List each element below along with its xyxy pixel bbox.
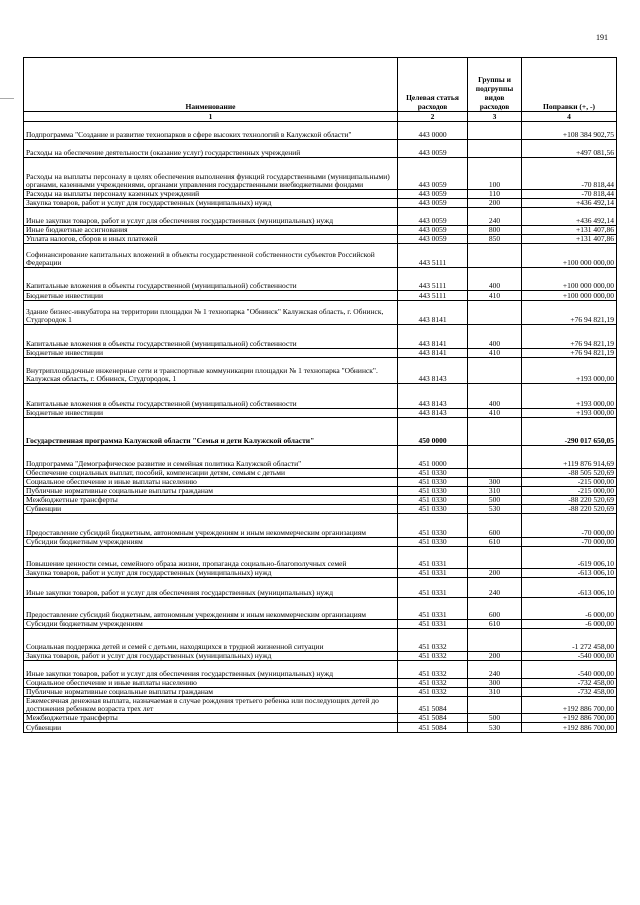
row-group-cell: 610 <box>468 537 522 546</box>
row-amount-cell: +436 492,14 <box>522 208 617 226</box>
row-group-cell: 400 <box>468 325 522 349</box>
row-amount-cell: +192 886 700,00 <box>522 696 617 713</box>
row-group-cell: 800 <box>468 226 522 235</box>
row-amount-cell: -70 818,44 <box>522 190 617 199</box>
row-group-cell <box>468 244 522 268</box>
header-groups: Группы и подгруппы видов расходов <box>468 58 522 112</box>
row-name-cell: Повышение ценности семьи, семейного образа жизни, пропаганда социально-благополучных семей <box>24 546 398 568</box>
row-code-cell: 443 0059 <box>398 190 468 199</box>
row-code-cell: 443 0059 <box>398 226 468 235</box>
row-name-cell: Капитальные вложения в объекты государственной (муниципальной) собственности <box>24 325 398 349</box>
row-name-cell: Ежемесячная денежная выплата, назначаемая в случае рождения третьего ребенка или последующих детей до достижения ребенком возраста трех лет <box>24 696 398 713</box>
row-amount-cell: +100 000 000,00 <box>522 268 617 291</box>
row-name-cell: Софинансирование капитальных вложений в объекты государственной собственности субъектов Российской Федерации <box>24 244 398 268</box>
row-name-cell: Бюджетные инвестиции <box>24 409 398 418</box>
row-group-cell: 400 <box>468 384 522 409</box>
row-name-cell: Капитальные вложения в объекты государственной (муниципальной) собственности <box>24 384 398 409</box>
row-amount-cell: -88 220 520,69 <box>522 495 617 504</box>
row-name-cell: Расходы на выплаты персоналу казенных учреждений <box>24 190 398 199</box>
table-row <box>24 358 617 384</box>
row-amount-cell: +119 876 914,69 <box>522 445 617 468</box>
row-amount-cell: +131 407,86 <box>522 235 617 244</box>
column-number: 2 <box>398 112 468 122</box>
table-row <box>24 495 617 504</box>
row-code-cell: 451 0332 <box>398 687 468 696</box>
table-row <box>24 268 617 291</box>
row-name-cell: Внутриплощадочные инженерные сети и транспортные коммуникации площадки № 1 технопарка "Обнинск". Калужская область, г. Обнинск, Студгородок, 1 <box>24 358 398 384</box>
row-group-cell: 310 <box>468 486 522 495</box>
row-name-cell: Государственная программа Калужской области "Семья и дети Калужской области" <box>24 417 398 445</box>
row-group-cell: 310 <box>468 687 522 696</box>
row-name-cell: Бюджетные инвестиции <box>24 349 398 358</box>
row-name-cell: Подпрограмма "Демографическое развитие и семейная политика Калужской области" <box>24 445 398 468</box>
table-row <box>24 235 617 244</box>
row-group-cell: 300 <box>468 678 522 687</box>
row-amount-cell: -290 017 650,05 <box>522 417 617 445</box>
row-name-cell: Иные закупки товаров, работ и услуг для обеспечения государственных (муниципальных) нужд <box>24 660 398 678</box>
row-amount-cell: -732 458,00 <box>522 678 617 687</box>
row-amount-cell: -540 000,00 <box>522 651 617 660</box>
row-amount-cell: -732 458,00 <box>522 687 617 696</box>
row-amount-cell: +76 94 821,19 <box>522 325 617 349</box>
row-name-cell: Субсидии бюджетным учреждениям <box>24 537 398 546</box>
row-amount-cell: +497 081,56 <box>522 140 617 158</box>
row-group-cell: 400 <box>468 268 522 291</box>
table-row <box>24 678 617 687</box>
row-amount-cell: +193 000,00 <box>522 409 617 418</box>
row-name-cell: Расходы на обеспечение деятельности (оказание услуг) государственных учреждений <box>24 140 398 158</box>
row-name-cell: Расходы на выплаты персоналу в целях обеспечения выполнения функций государственными (муниципальными) органами, казенными учреждениями, органами управления государственными внебюджетными фондами <box>24 158 398 190</box>
table-row <box>24 504 617 513</box>
row-code-cell: 451 0330 <box>398 495 468 504</box>
row-code-cell: 451 0330 <box>398 468 468 477</box>
row-code-cell: 443 0059 <box>398 208 468 226</box>
row-code-cell: 443 8141 <box>398 301 468 325</box>
row-code-cell: 451 0330 <box>398 486 468 495</box>
row-code-cell: 443 0059 <box>398 140 468 158</box>
scan-mark <box>0 98 14 99</box>
header-row <box>24 58 617 112</box>
table-row <box>24 158 617 190</box>
row-code-cell: 443 8143 <box>398 358 468 384</box>
row-amount-cell: -613 006,10 <box>522 568 617 577</box>
row-amount-cell: -88 220 520,69 <box>522 504 617 513</box>
row-group-cell <box>468 628 522 651</box>
row-name-cell: Закупка товаров, работ и услуг для государственных (муниципальных) нужд <box>24 568 398 577</box>
table-row <box>24 199 617 208</box>
row-group-cell <box>468 140 522 158</box>
row-code-cell: 451 5084 <box>398 713 468 722</box>
row-amount-cell: -540 000,00 <box>522 660 617 678</box>
row-group-cell: 240 <box>468 660 522 678</box>
row-name-cell: Капитальные вложения в объекты государственной (муниципальной) собственности <box>24 268 398 291</box>
row-group-cell <box>468 696 522 713</box>
row-code-cell: 451 0330 <box>398 537 468 546</box>
table-row <box>24 660 617 678</box>
row-code-cell: 443 5111 <box>398 291 468 301</box>
row-code-cell: 443 8143 <box>398 384 468 409</box>
row-code-cell: 451 0332 <box>398 651 468 660</box>
table-row <box>24 468 617 477</box>
column-number: 3 <box>468 112 522 122</box>
row-group-cell: 110 <box>468 190 522 199</box>
row-group-cell <box>468 122 522 140</box>
table-row <box>24 568 617 577</box>
row-name-cell: Межбюджетные трансферты <box>24 495 398 504</box>
row-group-cell: 850 <box>468 235 522 244</box>
row-amount-cell: -70 000,00 <box>522 513 617 537</box>
row-amount-cell: +436 492,14 <box>522 199 617 208</box>
row-group-cell: 500 <box>468 713 522 722</box>
table-row <box>24 513 617 537</box>
row-name-cell: Уплата налогов, сборов и иных платежей <box>24 235 398 244</box>
table-row <box>24 384 617 409</box>
row-amount-cell: -1 272 458,00 <box>522 628 617 651</box>
row-code-cell: 451 5084 <box>398 696 468 713</box>
row-group-cell: 200 <box>468 651 522 660</box>
row-group-cell: 500 <box>468 495 522 504</box>
row-name-cell: Закупка товаров, работ и услуг для государственных (муниципальных) нужд <box>24 651 398 660</box>
row-group-cell: 410 <box>468 291 522 301</box>
table-row <box>24 409 617 418</box>
row-name-cell: Предоставление субсидий бюджетным, автономным учреждениям и иным некоммерческим организациям <box>24 513 398 537</box>
table-row <box>24 537 617 546</box>
row-amount-cell: +100 000 000,00 <box>522 244 617 268</box>
header-amendments: Поправки (+, -) <box>522 58 617 112</box>
row-amount-cell: +193 000,00 <box>522 384 617 409</box>
budget-table <box>23 57 617 733</box>
row-code-cell: 443 0059 <box>398 235 468 244</box>
row-amount-cell: -215 000,00 <box>522 486 617 495</box>
row-code-cell: 451 0330 <box>398 504 468 513</box>
row-group-cell: 100 <box>468 158 522 190</box>
row-group-cell: 600 <box>468 597 522 619</box>
row-amount-cell: +193 000,00 <box>522 358 617 384</box>
column-number: 4 <box>522 112 617 122</box>
row-amount-cell: -70 000,00 <box>522 537 617 546</box>
row-name-cell: Закупка товаров, работ и услуг для государственных (муниципальных) нужд <box>24 199 398 208</box>
row-name-cell: Социальное обеспечение и иные выплаты населению <box>24 678 398 687</box>
row-name-cell: Субвенции <box>24 504 398 513</box>
row-code-cell: 451 0331 <box>398 619 468 628</box>
table-row <box>24 651 617 660</box>
table-row <box>24 687 617 696</box>
row-group-cell: 200 <box>468 199 522 208</box>
row-amount-cell: +100 000 000,00 <box>522 291 617 301</box>
row-group-cell: 410 <box>468 409 522 418</box>
row-amount-cell: -215 000,00 <box>522 477 617 486</box>
row-code-cell: 443 0000 <box>398 122 468 140</box>
table-row <box>24 445 617 468</box>
table-row <box>24 619 617 628</box>
table-row <box>24 722 617 732</box>
table-row <box>24 417 617 445</box>
table-row <box>24 140 617 158</box>
row-group-cell <box>468 468 522 477</box>
table-row <box>24 477 617 486</box>
row-group-cell: 530 <box>468 722 522 732</box>
row-name-cell: Межбюджетные трансферты <box>24 713 398 722</box>
row-group-cell <box>468 358 522 384</box>
table-row <box>24 291 617 301</box>
row-amount-cell: -70 818,44 <box>522 158 617 190</box>
row-name-cell: Иные бюджетные ассигнования <box>24 226 398 235</box>
row-name-cell: Обеспечение социальных выплат, пособий, компенсации детям, семьям с детьми <box>24 468 398 477</box>
row-code-cell: 443 5111 <box>398 268 468 291</box>
row-amount-cell: -613 006,10 <box>522 577 617 597</box>
table-row <box>24 577 617 597</box>
row-name-cell: Подпрограмма "Создание и развитие технопарков в сфере высоких технологий в Калужской области" <box>24 122 398 140</box>
row-group-cell <box>468 546 522 568</box>
row-code-cell: 451 0331 <box>398 546 468 568</box>
table-row <box>24 628 617 651</box>
column-number: 1 <box>24 112 398 122</box>
row-code-cell: 450 0000 <box>398 417 468 445</box>
table-row <box>24 325 617 349</box>
row-name-cell: Публичные нормативные социальные выплаты гражданам <box>24 486 398 495</box>
row-group-cell: 240 <box>468 208 522 226</box>
row-name-cell: Социальное обеспечение и иные выплаты населению <box>24 477 398 486</box>
column-number-row <box>24 112 617 122</box>
row-amount-cell: -6 000,00 <box>522 597 617 619</box>
row-group-cell: 600 <box>468 513 522 537</box>
table-row <box>24 301 617 325</box>
row-code-cell: 451 0332 <box>398 660 468 678</box>
row-code-cell: 451 0000 <box>398 445 468 468</box>
row-group-cell: 300 <box>468 477 522 486</box>
row-name-cell: Предоставление субсидий бюджетным, автономным учреждениям и иным некоммерческим организациям <box>24 597 398 619</box>
row-amount-cell: -88 505 520,69 <box>522 468 617 477</box>
row-code-cell: 451 0332 <box>398 628 468 651</box>
row-amount-cell: +76 94 821,19 <box>522 301 617 325</box>
table-row <box>24 226 617 235</box>
table-row <box>24 696 617 713</box>
row-group-cell: 200 <box>468 568 522 577</box>
row-code-cell: 451 0331 <box>398 577 468 597</box>
table-row <box>24 597 617 619</box>
row-amount-cell: +108 384 902,75 <box>522 122 617 140</box>
table-row <box>24 546 617 568</box>
table-body <box>24 122 617 733</box>
table-row <box>24 190 617 199</box>
row-code-cell: 451 0331 <box>398 597 468 619</box>
page-number: 191 <box>596 33 608 42</box>
row-code-cell: 451 0330 <box>398 477 468 486</box>
table-row <box>24 244 617 268</box>
row-code-cell: 443 0059 <box>398 199 468 208</box>
row-code-cell: 443 8143 <box>398 409 468 418</box>
row-code-cell: 451 0331 <box>398 568 468 577</box>
row-amount-cell: +76 94 821,19 <box>522 349 617 358</box>
row-group-cell <box>468 301 522 325</box>
row-group-cell: 610 <box>468 619 522 628</box>
header-name: Наименование <box>24 58 398 112</box>
row-group-cell: 240 <box>468 577 522 597</box>
row-group-cell <box>468 417 522 445</box>
row-name-cell: Бюджетные инвестиции <box>24 291 398 301</box>
row-amount-cell: +131 407,86 <box>522 226 617 235</box>
table-row <box>24 713 617 722</box>
row-group-cell <box>468 445 522 468</box>
table-row <box>24 208 617 226</box>
row-name-cell: Иные закупки товаров, работ и услуг для обеспечения государственных (муниципальных) нужд <box>24 208 398 226</box>
row-code-cell: 443 8141 <box>398 325 468 349</box>
row-code-cell: 443 5111 <box>398 244 468 268</box>
row-code-cell: 443 8141 <box>398 349 468 358</box>
row-code-cell: 451 0332 <box>398 678 468 687</box>
row-name-cell: Социальная поддержка детей и семей с детьми, находящихся в трудной жизненной ситуации <box>24 628 398 651</box>
row-code-cell: 451 5084 <box>398 722 468 732</box>
table-row <box>24 486 617 495</box>
table-row <box>24 122 617 140</box>
header-target: Целевая статья расходов <box>398 58 468 112</box>
row-amount-cell: -6 000,00 <box>522 619 617 628</box>
row-name-cell: Субсидии бюджетным учреждениям <box>24 619 398 628</box>
row-name-cell: Иные закупки товаров, работ и услуг для обеспечения государственных (муниципальных) нужд <box>24 577 398 597</box>
row-name-cell: Публичные нормативные социальные выплаты гражданам <box>24 687 398 696</box>
row-group-cell: 410 <box>468 349 522 358</box>
row-code-cell: 443 0059 <box>398 158 468 190</box>
row-amount-cell: -619 006,10 <box>522 546 617 568</box>
row-amount-cell: +192 886 700,00 <box>522 722 617 732</box>
row-name-cell: Здание бизнес-инкубатора на территории площадки № 1 технопарка "Обнинск" Калужская область, г. Обнинск, Студгородок 1 <box>24 301 398 325</box>
row-group-cell: 530 <box>468 504 522 513</box>
table-row <box>24 349 617 358</box>
row-amount-cell: +192 886 700,00 <box>522 713 617 722</box>
row-name-cell: Субвенции <box>24 722 398 732</box>
row-code-cell: 451 0330 <box>398 513 468 537</box>
